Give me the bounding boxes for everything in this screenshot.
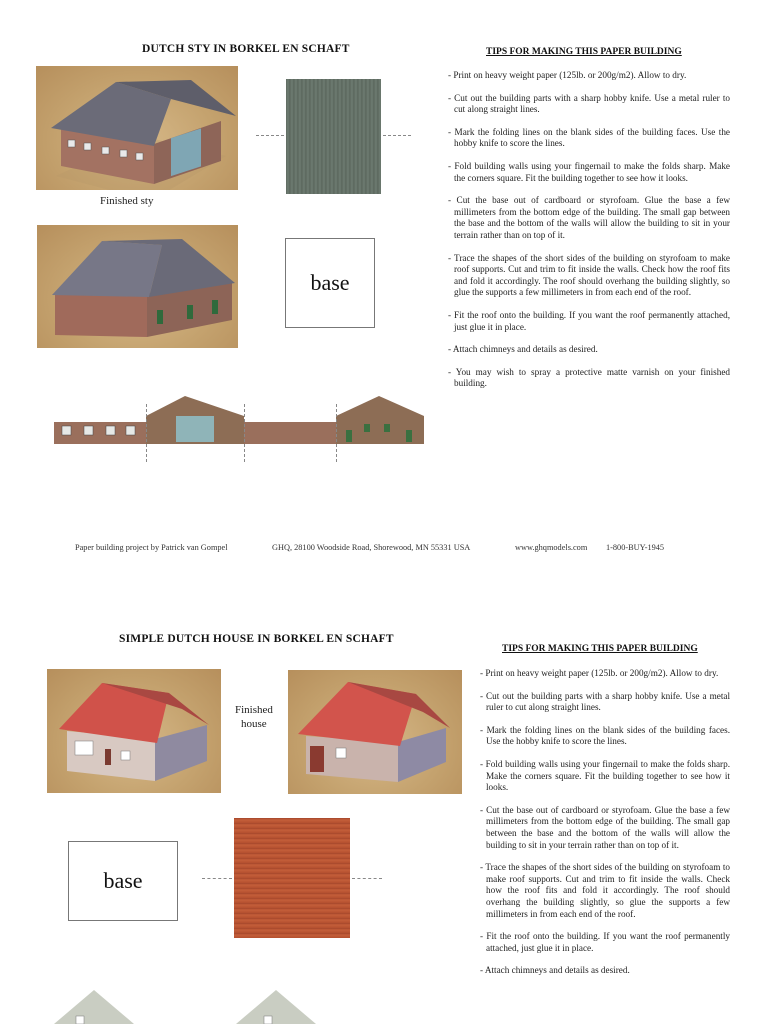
sty-wall-strip bbox=[54, 394, 424, 444]
page2-tips-heading: TIPS FOR MAKING THIS PAPER BUILDING bbox=[502, 644, 698, 654]
fold-line bbox=[202, 878, 232, 879]
page1-title: DUTCH STY IN BORKEL EN SCHAFT bbox=[142, 43, 350, 55]
tip-item: - Trace the shapes of the short sides of the building on styrofoam to make roof supports. Cut and trim to fit inside the walls. Check how the roof fits and fold it accordingly. The roof should overhang the building slightly, so glue the supports a few millimeters in from each end of the roof. bbox=[480, 862, 730, 919]
page2-tips-list bbox=[480, 668, 730, 988]
tip-item: - Trace the shapes of the short sides of the building on styrofoam to make roof supports. Cut and trim to fit inside the walls. Check how the roof fits and fold it accordingly. The roof should overhang the building slightly, so glue the supports a few millimeters in from each end of the roof. bbox=[448, 252, 730, 298]
gable-illustration bbox=[54, 990, 134, 1024]
house-photo-2 bbox=[288, 670, 462, 794]
wall-strip-illustration bbox=[54, 394, 424, 444]
tip-item: - Fold building walls using your fingernail to make the folds sharp. Make the corners square. Fit the building together to see how it looks. bbox=[480, 758, 730, 793]
fold-line bbox=[383, 135, 411, 136]
tip-item: - Cut the base out of cardboard or styrofoam. Glue the base a few millimeters from the bottom edge of the building. The small gap between the base and the bottom of the walls will allow the building to sit in your terrain rather than on top of it. bbox=[480, 804, 730, 850]
house-illustration bbox=[288, 670, 462, 794]
page1-tips-list bbox=[448, 70, 730, 401]
finished-sty-caption: Finished sty bbox=[100, 195, 154, 207]
base-cutout bbox=[68, 841, 178, 921]
tip-item: - Cut out the building parts with a sharp hobby knife. Use a metal ruler to cut along straight lines. bbox=[448, 92, 730, 115]
tip-item: - Fold building walls using your fingernail to make the folds sharp. Make the corners square. Fit the building together to see how it looks. bbox=[448, 160, 730, 183]
fold-line bbox=[336, 404, 337, 462]
finished-house-caption-line2: house bbox=[241, 718, 267, 730]
page1-tips-heading: TIPS FOR MAKING THIS PAPER BUILDING bbox=[486, 47, 682, 57]
sty-photo-1 bbox=[36, 66, 238, 190]
tip-item: - Cut the base out of cardboard or styrofoam. Glue the base a few millimeters from the bottom edge of the building. The small gap between the base and the bottom of the walls will allow the building to sit in your terrain rather than on top of it. bbox=[448, 195, 730, 240]
footer-website-link[interactable]: www.ghqmodels.com bbox=[515, 543, 588, 552]
fold-line bbox=[256, 135, 284, 136]
tip-item: - Attach chimneys and details as desired. bbox=[448, 344, 598, 355]
sty-roof-cutout bbox=[286, 79, 381, 194]
tip-item: - Mark the folding lines on the blank sides of the building faces. Use the hobby knife to score the lines. bbox=[448, 126, 730, 149]
tip-item: - Fit the roof onto the building. If you want the roof permanently attached, just glue it in place. bbox=[448, 309, 730, 332]
page2-title: SIMPLE DUTCH HOUSE IN BORKEL EN SCHAFT bbox=[119, 633, 394, 645]
footer-credit: Paper building project by Patrick van Gompel bbox=[75, 543, 228, 552]
finished-house-caption-line1: Finished bbox=[235, 704, 273, 716]
gable-illustration bbox=[236, 990, 316, 1024]
tip-item: - Cut out the building parts with a sharp hobby knife. Use a metal ruler to cut along straight lines. bbox=[480, 690, 730, 713]
base-label: base bbox=[103, 868, 143, 893]
base-label: base bbox=[310, 270, 350, 295]
fold-line bbox=[244, 404, 245, 462]
sty-illustration bbox=[36, 66, 238, 190]
tip-item: - Print on heavy weight paper (125lb. or 200g/m2). Allow to dry. bbox=[448, 70, 687, 80]
house-illustration bbox=[47, 669, 221, 793]
fold-line bbox=[146, 404, 147, 462]
fold-line bbox=[352, 878, 382, 879]
footer-phone: 1-800-BUY-1945 bbox=[606, 543, 665, 552]
tip-item: - Attach chimneys and details as desired. bbox=[480, 965, 630, 976]
gable-wall-cutout bbox=[54, 990, 134, 1024]
tip-item: - Mark the folding lines on the blank sides of the building faces. Use the hobby knife to score the lines. bbox=[480, 724, 730, 747]
tip-item: - Print on heavy weight paper (125lb. or 200g/m2). Allow to dry. bbox=[480, 668, 719, 678]
tip-item: - Fit the roof onto the building. If you want the roof permanently attached, just glue it in place. bbox=[480, 931, 730, 953]
footer-address: GHQ, 28100 Woodside Road, Shorewood, MN 55331 USA bbox=[272, 543, 471, 552]
sty-photo-2 bbox=[37, 225, 238, 348]
base-cutout bbox=[285, 238, 375, 328]
tip-item: - You may wish to spray a protective matte varnish on your finished building. bbox=[448, 366, 730, 389]
house-photo-1 bbox=[47, 669, 221, 793]
sty-illustration bbox=[37, 225, 238, 348]
gable-wall-cutout bbox=[236, 990, 316, 1024]
house-roof-cutout bbox=[234, 818, 350, 938]
